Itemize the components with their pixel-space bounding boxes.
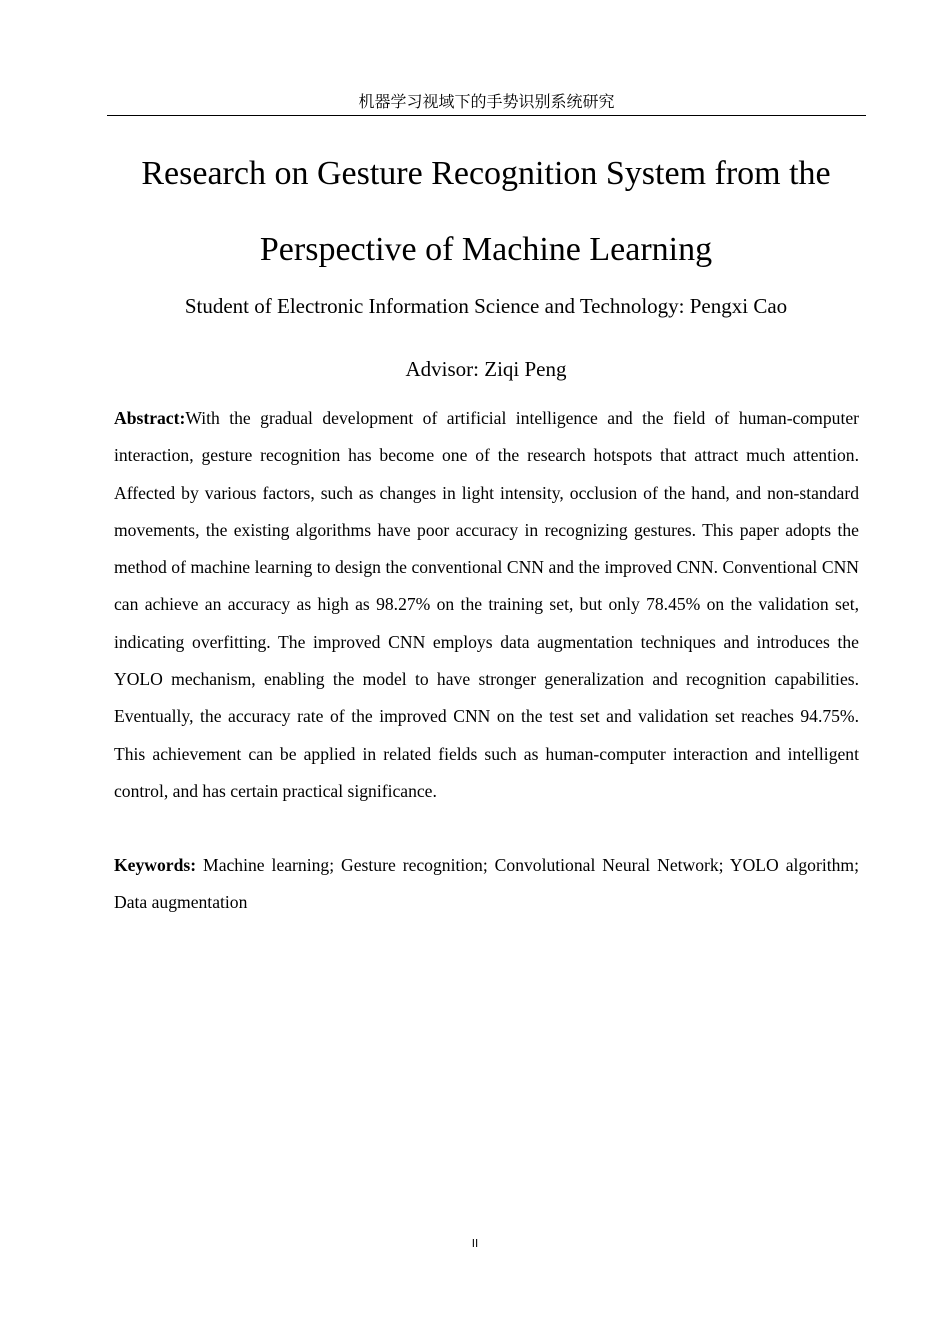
title-line-1: Research on Gesture Recognition System from the [141,155,831,192]
page-number: II [471,1237,479,1250]
keywords-text: Machine learning; Gesture recognition; Convolutional Neural Network; YOLO algorithm; Data augmentation [114,855,859,913]
advisor-line: Advisor: Ziqi Peng [405,357,567,381]
keywords-paragraph [114,847,859,922]
running-header: 机器学习视域下的手势识别系统研究 [358,92,615,111]
author-line: Student of Electronic Information Science and Technology: Pengxi Cao [184,294,788,318]
abstract-paragraph [114,400,859,810]
keywords-label: Keywords: [114,855,197,875]
abstract-text: With the gradual development of artificial intelligence and the field of human-computer interaction, gesture recognition has become one of the research hotspots that attract much attention. Affected by various factors, such as changes in light intensity, occlusion of the hand, and non-standard movements, the existing algorithms have poor accuracy in recognizing gestures. This paper adopts the method of machine learning to design the conventional CNN and the improved CNN. Conventional CNN can achieve an accuracy as high as 98.27% on the training set, but only 78.45% on the validation set, indicating overfitting. The improved CNN employs data augmentation techniques and introduces the YOLO mechanism, enabling the model to have stronger generalization and recognition capabilities. Eventually, the accuracy rate of the improved CNN on the test set and validation set reaches 94.75%. This achievement can be applied in related fields such as human-computer interaction and intelligent control, and has certain practical significance. [114,408,859,801]
title-line-2: Perspective of Machine Learning [259,231,713,268]
header-divider [107,115,866,116]
paper-title [100,136,872,288]
abstract-label: Abstract: [114,408,186,428]
